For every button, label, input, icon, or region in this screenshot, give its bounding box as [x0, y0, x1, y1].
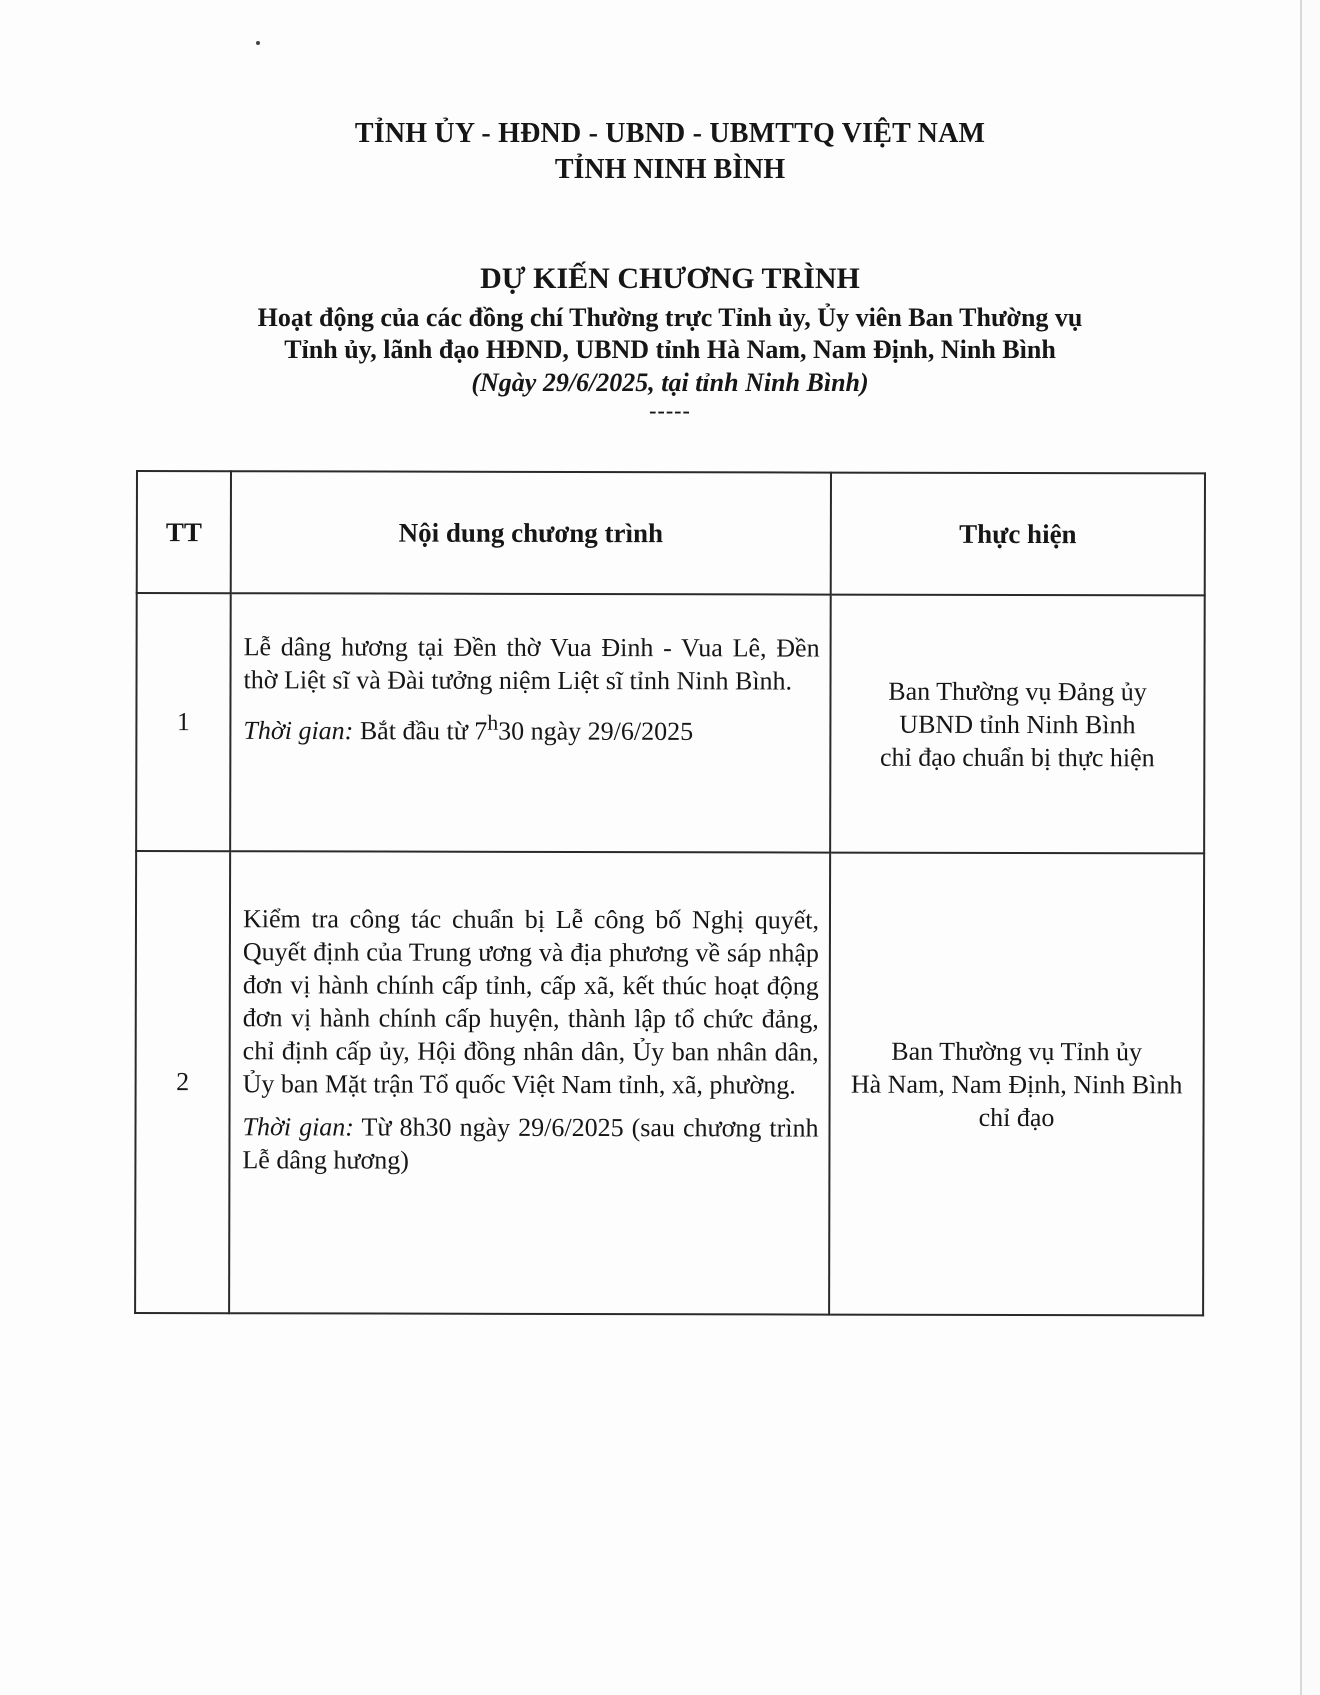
performer-line: Ban Thường vụ Tỉnh ủy [891, 1036, 1143, 1066]
header-content: Nội dung chương trình [231, 471, 831, 594]
table-row [135, 851, 1204, 1315]
row-content [229, 851, 830, 1314]
time-superscript: h [487, 710, 499, 735]
performer-line: chỉ đạo [978, 1102, 1055, 1132]
row-content [230, 593, 831, 852]
organization-line-2: TỈNH NINH BÌNH [554, 154, 786, 185]
performer-line: Ban Thường vụ Đảng ủy [888, 676, 1147, 706]
document-date-line: (Ngày 29/6/2025, tại tỉnh Ninh Bình) [471, 368, 869, 397]
table-row [136, 593, 1205, 853]
scan-speck [256, 41, 260, 45]
row-performer [830, 595, 1205, 854]
time-label: Thời gian: [242, 1112, 355, 1142]
row-number: 2 [135, 851, 230, 1313]
document-subtitle-line-1: Hoạt động của các đồng chí Thường trực Tỉnh ủy, Ủy viên Ban Thường vụ [257, 303, 1083, 332]
organization-line-1: TỈNH ỦY - HĐND - UBND - UBMTTQ VIỆT NAM [354, 118, 986, 149]
row-time [243, 706, 819, 748]
performer-line: chỉ đạo chuẩn bị thực hiện [879, 742, 1155, 772]
document-title: DỰ KIẾN CHƯƠNG TRÌNH [480, 262, 860, 295]
time-text: Từ 8h30 ngày 29/6/2025 (sau chương trình Lễ dâng hương) [242, 1112, 819, 1175]
time-prefix: Bắt đầu từ 7 [359, 716, 488, 746]
performer-line: Hà Nam, Nam Định, Ninh Bình [850, 1069, 1183, 1099]
header-performer: Thực hiện [831, 473, 1205, 596]
row-time [242, 1110, 818, 1177]
row-number: 1 [136, 593, 231, 851]
header-tt: TT [137, 471, 231, 593]
time-suffix: 30 ngày 29/6/2025 [498, 716, 694, 746]
program-table [134, 470, 1206, 1316]
time-label: Thời gian: [243, 715, 354, 746]
row-description: Kiểm tra công tác chuẩn bị Lễ công bố Nghị quyết, Quyết định của Trung ương và địa phương về sáp nhập đơn vị hành chính cấp tỉnh, cấp xã, kết thúc hoạt động đơn vị hành chính cấp huyện, thành lập tổ chức đảng, chỉ định cấp ủy, Hội đồng nhân dân, Ủy ban nhân dân, Ủy ban Mặt trận Tổ quốc Việt Nam tỉnh, xã, phường. [242, 904, 820, 1100]
row-performer [829, 853, 1204, 1316]
title-separator: ----- [649, 398, 691, 423]
document-subtitle-line-2: Tỉnh ủy, lãnh đạo HĐND, UBND tỉnh Hà Nam, Nam Định, Ninh Bình [284, 335, 1056, 364]
row-description: Lễ dâng hương tại Đền thờ Vua Đinh - Vua Lê, Đền thờ Liệt sĩ và Đài tưởng niệm Liệt sĩ tỉnh Ninh Bình. [243, 632, 820, 696]
table-header-row [137, 471, 1205, 595]
performer-line: UBND tỉnh Ninh Bình [899, 709, 1136, 739]
